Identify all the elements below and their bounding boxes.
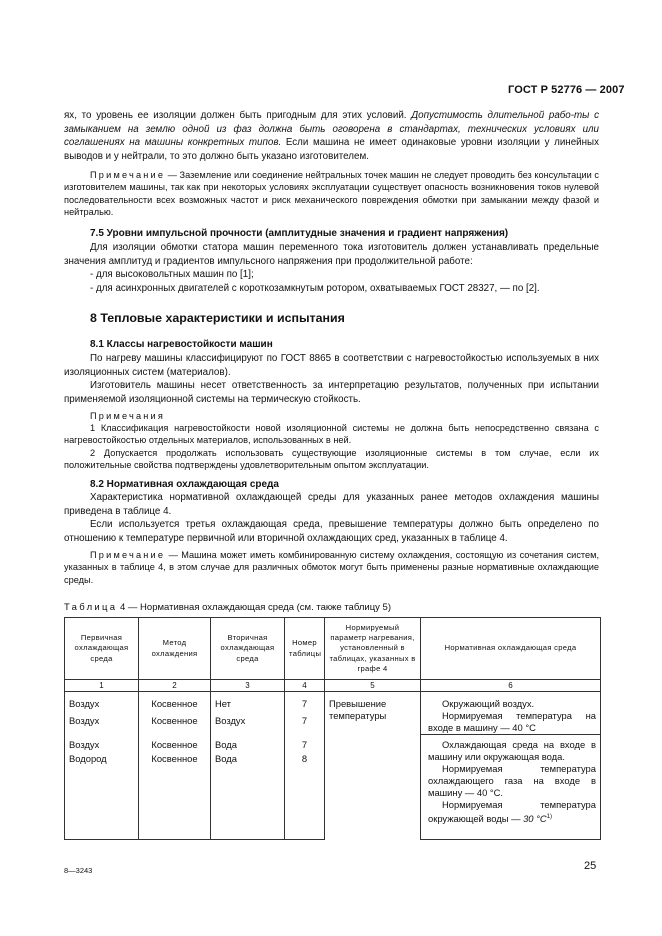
column-header: Нормируемый параметр нагревания, установленный в таблицах, указанных в графе 4 [325, 618, 421, 680]
parameter-cell: Превышение температуры [325, 692, 421, 840]
paragraph-text: ях, то уровень ее изоляции должен быть пригодным для этих условий. [64, 110, 407, 121]
environment-text: Нормируемая температура охлаждающего газа на входе в машину — 40 °С. [428, 763, 596, 798]
note-text: — Машина может иметь комбинированную систему охлаждения, состоящую из сочетания систем, указанных в таблице 4, в этом случае для различных обмоток могут быть применены разные нормативные охлаждающие среды. [64, 550, 599, 585]
column-header: Нормативная охлаждающая среда [421, 618, 601, 680]
note-text: — Заземление или соединение нейтральных точек машин не следует проводить без консультации с изготовителем машины, так как при некоторых условиях эксплуатации существует опасность возникновения токов нулевой последовательности всех возможных частот и риск механического повреждения обмотки при замыкании между фазой и нейтралью. [64, 170, 599, 218]
table-cell: Водород [65, 751, 139, 840]
environment-text [428, 799, 596, 825]
print-code: 8—3243 [64, 866, 93, 875]
table-row [65, 692, 601, 713]
table-cell: Вода [211, 735, 285, 751]
section-heading-8-2: 8.2 Нормативная охлаждающая среда [90, 479, 279, 490]
note-grounding [64, 169, 599, 219]
table-header-row [65, 618, 601, 680]
table-cell: Воздух [211, 713, 285, 735]
paragraph-responsibility: Изготовитель машины несет ответственность за интерпретацию результатов, полученных при испытании применяемой изоляционной системы на термическую стойкость. [64, 380, 599, 405]
paragraph-insulation [64, 109, 599, 163]
table-caption-label: Таблица [64, 602, 118, 613]
environment-cell [421, 735, 601, 840]
table-cell: Косвенное [139, 751, 211, 840]
table-cell: Воздух [65, 713, 139, 735]
table-cell: Вода [211, 751, 285, 840]
column-header: Вторичная охлаждающая среда [211, 618, 285, 680]
column-header: Метод охлаждения [139, 618, 211, 680]
column-number: 1 [65, 680, 139, 692]
note-label: Примечание [90, 550, 166, 560]
footnote-mark: 1) [546, 814, 552, 820]
column-number: 3 [211, 680, 285, 692]
standard-number: ГОСТ Р 52776 — 2007 [508, 84, 625, 96]
environment-text-part: Нормируемая температура окружающей воды — [428, 799, 596, 825]
page-number: 25 [584, 860, 597, 872]
paragraph-text: Если машина не имеет одинаковые уровни изоляции у линейных выводов и у нейтрали, то это должно быть указано изготовителем. [64, 137, 599, 162]
note-item: 2 Допускается продолжать использовать существующие изоляционные системы в том случае, если их положительные свойства подтверждены удовлетворительным опытом эксплуатации. [64, 448, 599, 471]
section-heading-8-1: 8.1 Классы нагревостойкости машин [90, 339, 273, 350]
column-number: 5 [325, 680, 421, 692]
table-cell: Воздух [65, 692, 139, 713]
environment-text: Окружающий воздух. [442, 698, 535, 709]
table-cell: Воздух [65, 735, 139, 751]
column-header: Номер таблицы [285, 618, 325, 680]
section-heading-7-5: 7.5 Уровни импульсной прочности (амплитудные значения и градиент напряжения) [90, 228, 509, 239]
paragraph-italic: Допустимость длительной рабо-ты с замыканием на землю одной из фаз должна быть оговорена в стандартах, технических условиях или соглашениях на машины конкретных типов. [64, 110, 599, 149]
table-cell: 8 [285, 751, 325, 840]
notes-label [90, 410, 625, 422]
paragraph-classification: По нагреву машины классифицируют по ГОСТ 8865 в соответствии с нагревостойкостью используемых в них изоляционных систем (материалов). [64, 353, 599, 378]
paragraph-third-coolant: Если используется третья охлаждающая среда, превышение температуры должно быть определено по отношению к температуре первичной или вторичной охлаждающих сред, указанных в таблице 4. [64, 519, 599, 544]
environment-cell [421, 692, 601, 735]
table-cell: Косвенное [139, 692, 211, 713]
environment-text: Нормируемая температура на входе в машину — 40 °С [428, 710, 596, 733]
column-number: 4 [285, 680, 325, 692]
table-cell: 7 [285, 735, 325, 751]
water-temperature: 30 °С [523, 813, 547, 825]
table-cell: 7 [285, 692, 325, 713]
note-label: Примечание [90, 170, 166, 180]
section-heading-8: 8 Тепловые характеристики и испытания [90, 311, 345, 325]
table-caption [64, 602, 391, 613]
list-item: - для высоковольтных машин по [1]; [90, 269, 254, 280]
table-cell: Косвенное [139, 735, 211, 751]
table-cell: Нет [211, 692, 285, 713]
notes-label-text: Примечания [90, 411, 166, 421]
column-number: 6 [421, 680, 601, 692]
list-item: - для асинхронных двигателей с короткозамкнутым ротором, охватываемых ГОСТ 28327, — по [2]. [90, 283, 540, 294]
coolant-table [64, 617, 601, 840]
column-header: Первичная охлаждающая среда [65, 618, 139, 680]
table-cell: 7 [285, 713, 325, 735]
note-combined-cooling [64, 549, 599, 586]
column-number: 2 [139, 680, 211, 692]
note-item: 1 Классификация нагревостойкости новой изоляционной системы не должна быть непосредственно связана с нагревостойкостью отдельных материалов, использованных в ней. [64, 423, 599, 446]
paragraph-coolant: Характеристика нормативной охлаждающей среды для указанных ранее методов охлаждения машины приведена в таблице 4. [64, 492, 599, 517]
table-caption-text: 4 — Нормативная охлаждающая среда (см. также таблицу 5) [120, 602, 391, 613]
column-number-row [65, 680, 601, 692]
paragraph-impulse: Для изоляции обмотки статора машин переменного тока изготовитель должен устанавливать предельные значения амплитуд и градиентов импульсного напряжения при продолжительной работе: [64, 242, 599, 267]
environment-text: Охлаждающая среда на входе в машину или окружающая вода. [428, 739, 596, 762]
table-cell: Косвенное [139, 713, 211, 735]
